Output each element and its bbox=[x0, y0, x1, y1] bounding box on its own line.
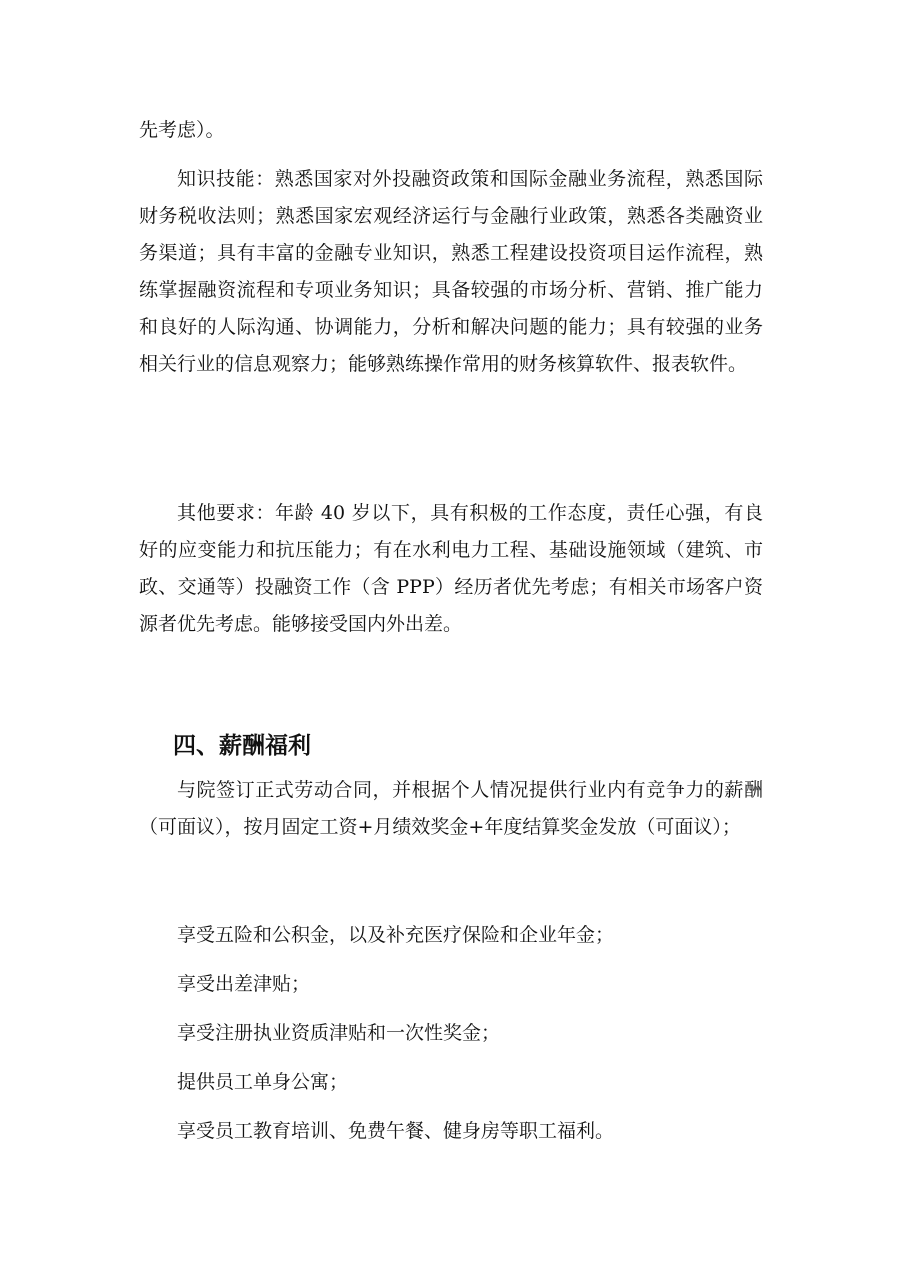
benefit-item: 享受员工教育培训、免费午餐、健身房等职工福利。 bbox=[177, 1120, 615, 1142]
continuation-paragraph: 先考虑）。 bbox=[139, 119, 225, 141]
salary-paragraph: 与院签订正式劳动合同，并根据个人情况提供行业内有竞争力的薪酬（可面议），按月固定工资+月绩效奖金+年度结算奖金发放（可面议）； bbox=[139, 779, 763, 838]
benefit-item: 享受注册执业资质津贴和一次性奖金； bbox=[177, 1022, 501, 1044]
section-heading-salary-benefits: 四、薪酬福利 bbox=[173, 733, 311, 759]
benefit-item: 提供员工单身公寓； bbox=[177, 1071, 349, 1093]
other-requirements-paragraph: 其他要求：年龄 40 岁以下，具有积极的工作态度，责任心强，有良好的应变能力和抗压能力；有在水利电力工程、基础设施领域（建筑、市政、交通等）投融资工作（含 PPP）经历者优先考虑；有相关市场客户资源者优先考虑。能够接受国内外出差。 bbox=[139, 502, 763, 635]
benefit-item: 享受出差津贴； bbox=[177, 973, 311, 995]
benefit-item: 享受五险和公积金，以及补充医疗保险和企业年金； bbox=[177, 924, 615, 946]
knowledge-skills-paragraph: 知识技能：熟悉国家对外投融资政策和国际金融业务流程，熟悉国际财务税收法则；熟悉国家宏观经济运行与金融行业政策，熟悉各类融资业务渠道；具有丰富的金融专业知识，熟悉工程建设投资项目运作流程，熟练掌握融资流程和专项业务知识；具备较强的市场分析、营销、推广能力和良好的人际沟通、协调能力，分析和解决问题的能力；具有较强的业务相关行业的信息观察力；能够熟练操作常用的财务核算软件、报表软件。 bbox=[139, 168, 763, 375]
